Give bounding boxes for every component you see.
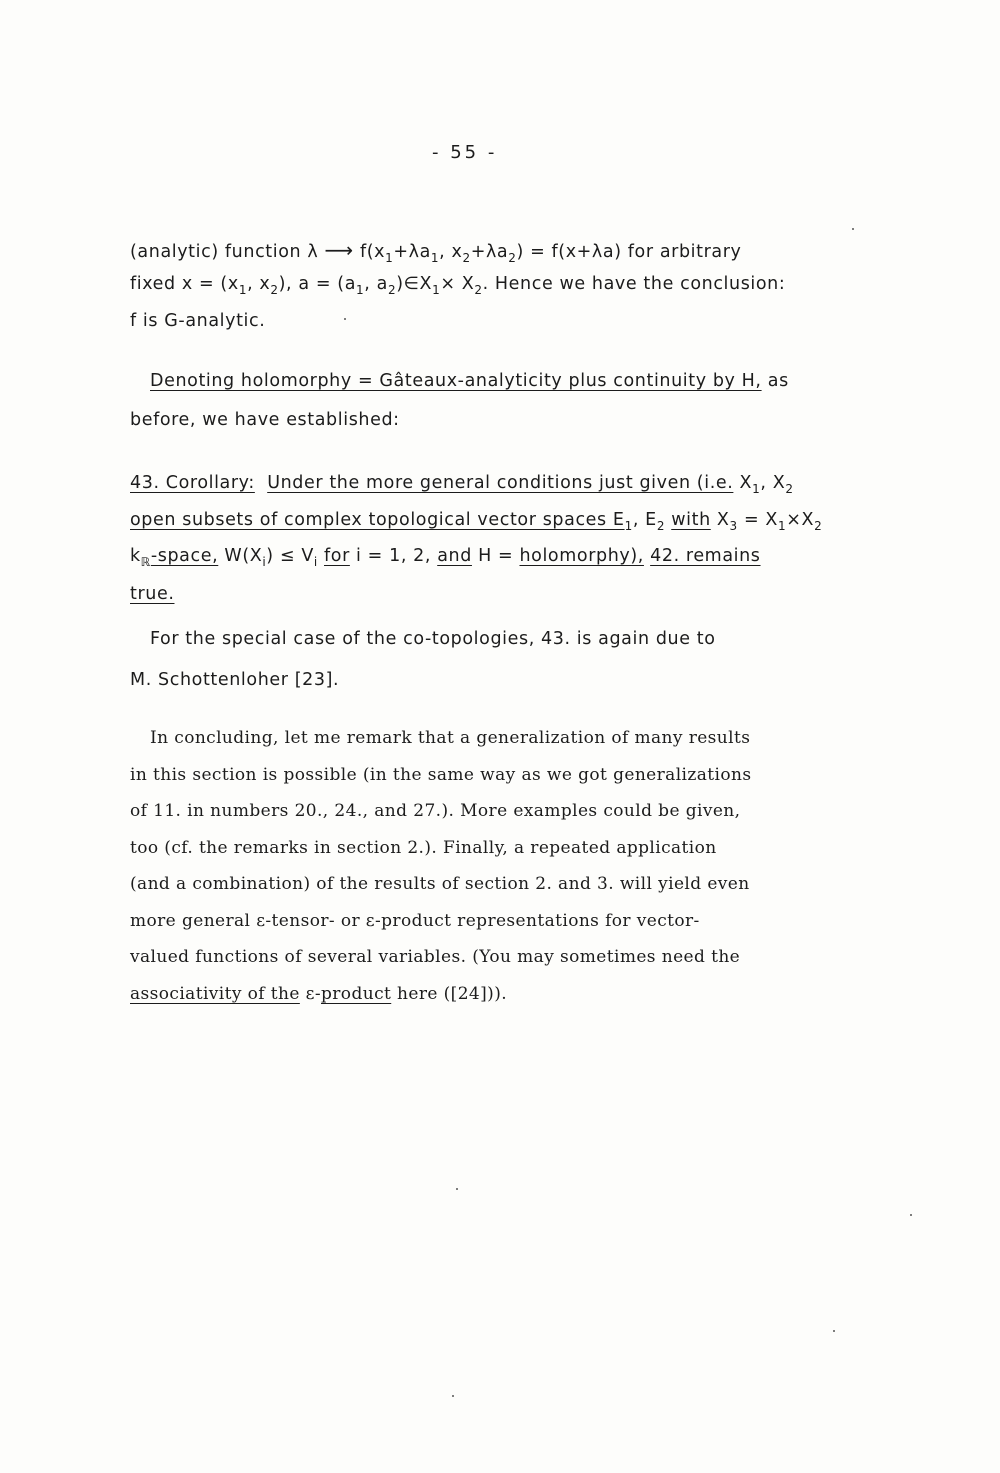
text: i = 1, 2, — [349, 546, 432, 566]
text: ×X — [786, 510, 815, 530]
subscript: ℝ — [140, 555, 151, 569]
text: , x — [439, 242, 463, 262]
para4-line3: of 11. in numbers 20., 24., and 27.). More examples could be given, — [130, 801, 741, 821]
text: ) = f(x+λa) for arbitrary — [516, 242, 742, 262]
text: = X — [737, 510, 778, 530]
text: , x — [247, 274, 271, 294]
corollary-line2 — [130, 510, 823, 533]
text: . Hence we have the conclusion: — [482, 274, 786, 294]
subscript: 3 — [729, 519, 738, 533]
underlined-text: -space, — [150, 546, 219, 566]
underlined-text: Denoting holomorphy = Gâteaux-analyticity plus continuity by H, — [150, 371, 762, 391]
para4-line4: too (cf. the remarks in section 2.). Finally, a repeated application — [130, 838, 717, 858]
subscript: 1 — [624, 519, 633, 533]
subscript: 1 — [430, 251, 440, 265]
para1-line1 — [130, 238, 742, 265]
para2-line1 — [150, 371, 789, 391]
para4-line8 — [130, 984, 507, 1004]
para3-line2: M. Schottenloher [23]. — [130, 670, 340, 690]
text: ε- — [299, 984, 321, 1004]
para3-line1: For the special case of the co-topologies, 43. is again due to — [150, 629, 716, 649]
corollary-line3 — [130, 546, 761, 569]
subscript: 2 — [474, 283, 483, 297]
text: W(X — [218, 546, 263, 566]
underlined-text: Under the more general conditions just given (i.e. — [267, 473, 734, 493]
underlined-text: for — [324, 546, 350, 566]
para4-line2: in this section is possible (in the same way as we got generalizations — [130, 765, 752, 785]
underlined-text: with — [671, 510, 711, 530]
text: here ([24])). — [391, 984, 508, 1004]
text: k — [130, 546, 141, 566]
text: +λa — [470, 242, 509, 262]
underlined-text: holomorphy), — [519, 546, 644, 566]
text: X — [733, 473, 753, 493]
underlined-text: associativity of the — [130, 984, 300, 1004]
para4-line5: (and a combination) of the results of section 2. and 3. will yield even — [130, 874, 750, 894]
text: +λa — [393, 242, 431, 262]
underlined-text: 42. remains — [650, 546, 761, 566]
text: , X — [760, 473, 786, 493]
text: as — [761, 371, 789, 391]
corollary-label: 43. Corollary: — [130, 473, 255, 493]
underlined-text: and — [437, 546, 472, 566]
scan-speck — [833, 1330, 835, 1332]
para4-line1: In concluding, let me remark that a generalization of many results — [150, 728, 751, 748]
text: f(x — [359, 242, 386, 262]
text: (analytic) function λ — [130, 242, 319, 262]
underlined-text: open subsets of complex topological vector spaces E — [130, 510, 625, 530]
scan-speck — [452, 1395, 454, 1397]
subscript: 2 — [270, 283, 279, 297]
corollary-line4 — [130, 584, 174, 604]
scan-speck — [910, 1214, 912, 1216]
subscript: 1 — [356, 283, 365, 297]
text: ), a = (a — [278, 274, 357, 294]
para1-line3: f is G-analytic. — [130, 311, 266, 331]
subscript: 2 — [387, 283, 397, 297]
subscript: i — [313, 555, 318, 569]
subscript: i — [262, 555, 267, 569]
para4-line6: more general ε-tensor- or ε-product representations for vector- — [130, 911, 700, 931]
underlined-text: true. — [130, 584, 175, 604]
text: , E — [632, 510, 657, 530]
text: ) ≤ V — [266, 546, 314, 566]
text: , a — [364, 274, 388, 294]
text: × X — [440, 274, 475, 294]
corollary-line1 — [130, 473, 794, 496]
subscript: 2 — [814, 519, 823, 533]
underlined-text: product — [321, 984, 392, 1004]
subscript: 1 — [752, 482, 761, 496]
para1-line2 — [130, 274, 786, 297]
subscript: 2 — [508, 251, 517, 265]
subscript: 2 — [462, 251, 471, 265]
arrow-icon: ⟶ — [324, 238, 354, 262]
text: X — [710, 510, 730, 530]
subscript: 1 — [777, 519, 787, 533]
subscript: 1 — [238, 283, 248, 297]
para2-line2: before, we have established: — [130, 410, 400, 430]
text: )∈X — [396, 274, 433, 294]
scan-speck — [456, 1188, 458, 1190]
text: fixed x = (x — [130, 274, 239, 294]
subscript: 1 — [385, 251, 394, 265]
subscript: 2 — [785, 482, 794, 496]
text: H = — [471, 546, 520, 566]
subscript: 2 — [656, 519, 666, 533]
subscript: 1 — [432, 283, 441, 297]
page-number: - 55 - — [432, 142, 498, 163]
para4-line7: valued functions of several variables. (You may sometimes need the — [130, 947, 741, 967]
scan-speck — [344, 318, 346, 320]
scan-speck — [852, 228, 854, 230]
